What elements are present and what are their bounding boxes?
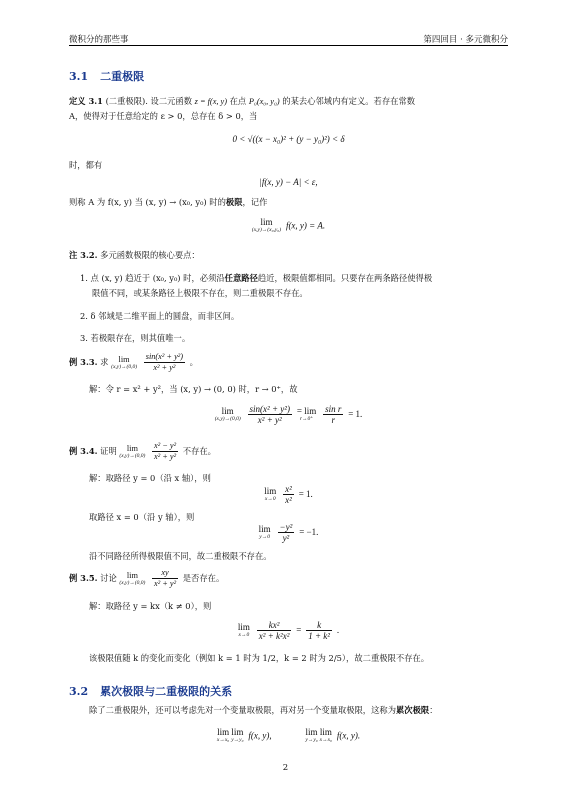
delta-inequality: 0 < √((x − x₀)² + (y − y₀)²) < δ	[232, 134, 345, 144]
lim-operator	[259, 525, 271, 541]
example-text: 证明	[100, 446, 117, 456]
example-3-4-equation-1	[69, 484, 508, 505]
lim-subscript: y→y₀	[305, 737, 318, 743]
example-label: 例 3.4.	[69, 446, 98, 456]
lim-subscript: x→x₀	[216, 737, 230, 743]
denominator: x² + y²	[154, 452, 177, 461]
header-rule	[69, 45, 508, 46]
denominator: r	[331, 415, 335, 425]
numerator: sin(x² + y²)	[249, 404, 290, 414]
note-item-3: 3. 若极限存在，则其值唯一。	[80, 333, 191, 343]
lim-operator	[231, 728, 243, 744]
lim-word: lim	[260, 217, 273, 227]
note-item-1	[80, 272, 510, 284]
numerator: −y²	[279, 522, 293, 532]
note-line	[69, 249, 200, 261]
denominator: x² + y²	[153, 363, 176, 372]
lim-word: lim	[126, 443, 138, 453]
section-title: 累次极限与二重极限的关系	[100, 685, 233, 698]
lim-operator	[297, 407, 316, 423]
lim-word: lim	[221, 405, 234, 416]
equals-sign: =	[296, 625, 302, 635]
limit-rhs: f(x, y) = A.	[285, 220, 326, 231]
example-3-5-solution: 解：取路径 y = kx（k ≠ 0），则	[89, 601, 212, 611]
paragraph-text: ：	[429, 705, 438, 715]
lim-operator	[111, 355, 137, 371]
note-label: 注 3.2.	[69, 250, 98, 260]
example-text: 不存在。	[182, 446, 216, 456]
header-left: 微积分的那些事	[69, 35, 129, 45]
example-text: 讨论	[100, 573, 117, 583]
fraction	[257, 620, 292, 641]
function-expr: z = f(x, y)	[194, 97, 227, 106]
lim-subscript: x→x₀	[319, 737, 332, 743]
example-3-3-solution: 解：令 r = x² + y²，当 (x, y) → (0, 0) 时，r → 0⁺，故	[89, 384, 298, 394]
lim-word: lim	[319, 727, 332, 737]
definition-keyword: 极限	[225, 197, 243, 207]
lim-subscript: (x,y)→(0,0)	[214, 415, 241, 422]
denominator: x² + k²x²	[258, 631, 290, 641]
equation-end: .	[336, 625, 340, 635]
fraction	[278, 522, 295, 543]
limit-notation	[69, 218, 508, 234]
lim-operator	[119, 571, 145, 587]
lim-word: lim	[305, 727, 318, 737]
lim-operator	[320, 728, 332, 744]
numerator: x² − y²	[154, 441, 177, 450]
numerator: sin(x² + y²)	[145, 352, 184, 361]
equation-end: = 1.	[298, 489, 313, 499]
example-label: 例 3.5.	[69, 573, 98, 583]
lim-subscript: y→y₀	[231, 737, 244, 743]
numerator: xy	[152, 568, 178, 579]
example-label: 例 3.3.	[69, 357, 98, 367]
denominator: y²	[282, 533, 290, 543]
section-3-1-heading	[69, 68, 144, 84]
lim-word: lim	[231, 727, 244, 737]
equation-end: = −1.	[299, 527, 319, 537]
fraction	[283, 484, 294, 505]
paragraph-keyword: 累次极限	[396, 705, 430, 715]
definition-line-1	[69, 95, 509, 108]
fraction	[152, 568, 178, 589]
section-3-2-heading	[69, 683, 232, 699]
numerator: kx²	[257, 620, 292, 631]
lim-word: lim	[126, 570, 138, 580]
note-item-text: 趋近，极限值都相同。只要存在两条路径使得极	[257, 273, 433, 283]
epsilon-inequality: |f(x, y) − A| < ε,	[259, 177, 318, 187]
definition-text: 的某去心邻域内有定义。若存在常数	[282, 96, 416, 106]
lim-operator	[217, 728, 229, 744]
definition-line-4	[69, 196, 267, 208]
definition-text: 则称 A 为 f(x, y) 当 (x, y) → (x₀, y₀) 时的	[69, 197, 226, 207]
denominator: x²	[285, 495, 292, 505]
lim-operator	[119, 444, 145, 460]
lim-operator	[238, 623, 250, 639]
example-3-4-path-1: 解：取路径 y = 0（沿 x 轴），则	[89, 473, 211, 483]
fraction	[248, 404, 292, 425]
lim-subscript: (x,y)→(0,0)	[111, 363, 138, 370]
section-number: 3.1	[69, 70, 89, 83]
example-3-5	[69, 568, 224, 589]
fraction	[144, 352, 185, 373]
note-text: 多元函数极限的核心要点：	[100, 250, 200, 260]
note-keyword: 任意路径	[224, 273, 258, 283]
equation-end: = 1.	[348, 409, 363, 419]
lim-word: lim	[264, 485, 277, 496]
definition-line-2: A，使得对于任意给定的 ε > 0，总存在 δ > 0，当	[69, 111, 258, 121]
example-3-4-path-2: 取路径 x = 0（沿 y 轴），则	[89, 512, 195, 522]
lim-word: lim	[237, 621, 250, 632]
denominator: x² + y²	[154, 579, 177, 588]
example-3-4	[69, 441, 216, 462]
running-header	[69, 29, 508, 45]
iterated-limits	[69, 728, 508, 744]
lim-word: lim	[258, 523, 271, 534]
lim-subscript: x→0	[264, 495, 276, 502]
lim-subscript: (x,y)→(x₀,y₀)	[251, 227, 282, 233]
lim-operator	[305, 728, 317, 744]
lim-subscript: y→0	[259, 533, 270, 540]
example-3-3	[69, 352, 198, 373]
example-text: 是否存在。	[182, 573, 225, 583]
lim-word: lim	[217, 727, 230, 737]
lim-word: = lim	[296, 405, 317, 416]
definition-text: ，记作	[242, 197, 268, 207]
point-expr: P₀(x₀, y₀)	[248, 97, 280, 106]
paragraph-text: 除了二重极限外，还可以考虑先对一个变量取极限，再对另一个变量取极限，这称为	[89, 705, 396, 715]
example-text: 求	[100, 357, 109, 367]
lim-operator	[264, 487, 276, 503]
definition-text: 在点	[229, 96, 247, 106]
example-3-3-equation	[69, 404, 508, 425]
lim-operator	[215, 407, 241, 423]
definition-name: (二重极限).	[105, 96, 148, 106]
fraction	[152, 441, 178, 462]
section-number: 3.2	[69, 685, 89, 698]
example-3-4-conclusion: 沿不同路径所得极限值不同，故二重极限不存在。	[89, 551, 272, 561]
example-3-5-equation	[69, 620, 508, 641]
iterated-limit-2: f(x, y).	[336, 730, 361, 741]
section-title: 二重极限	[100, 70, 145, 83]
lim-subscript: r→0⁺	[299, 415, 314, 422]
header-right: 第四回目 · 多元微积分	[423, 35, 508, 45]
lim-subscript: x→0	[238, 631, 250, 638]
lim-operator	[252, 218, 281, 234]
definition-text: 设二元函数	[150, 96, 193, 106]
fraction	[323, 404, 343, 425]
section-3-2-paragraph	[89, 704, 519, 716]
numerator: k	[306, 620, 332, 631]
note-item-1-cont: 限值不同，或某条路径上极限不存在，则二重极限不存在。	[92, 288, 308, 298]
numerator: x²	[285, 484, 292, 494]
example-3-5-conclusion: 该极限值随 k 的变化而变化（例如 k = 1 时为 1/2，k = 2 时为 2/5），故二重极限不存在。	[89, 653, 430, 663]
example-text: 。	[189, 357, 198, 367]
numerator: sin r	[325, 404, 342, 414]
iterated-limit-1: f(x, y),	[248, 730, 272, 741]
denominator: x² + y²	[257, 415, 282, 425]
example-3-4-equation-2	[69, 522, 508, 543]
page-number: 2	[282, 763, 289, 773]
denominator: 1 + k²	[308, 631, 331, 641]
lim-word: lim	[118, 354, 130, 364]
note-item-text: 1. 点 (x, y) 趋近于 (x₀, y₀) 时，必须沿	[80, 273, 225, 283]
lim-subscript: (x,y)→(0,0)	[119, 579, 146, 586]
definition-line-3: 时，都有	[69, 160, 103, 170]
definition-label: 定义 3.1	[69, 96, 103, 106]
lim-subscript: (x,y)→(0,0)	[119, 452, 146, 459]
fraction	[306, 620, 332, 641]
note-item-2: 2. δ 邻域是二维平面上的圆盘，而非区间。	[80, 311, 240, 321]
